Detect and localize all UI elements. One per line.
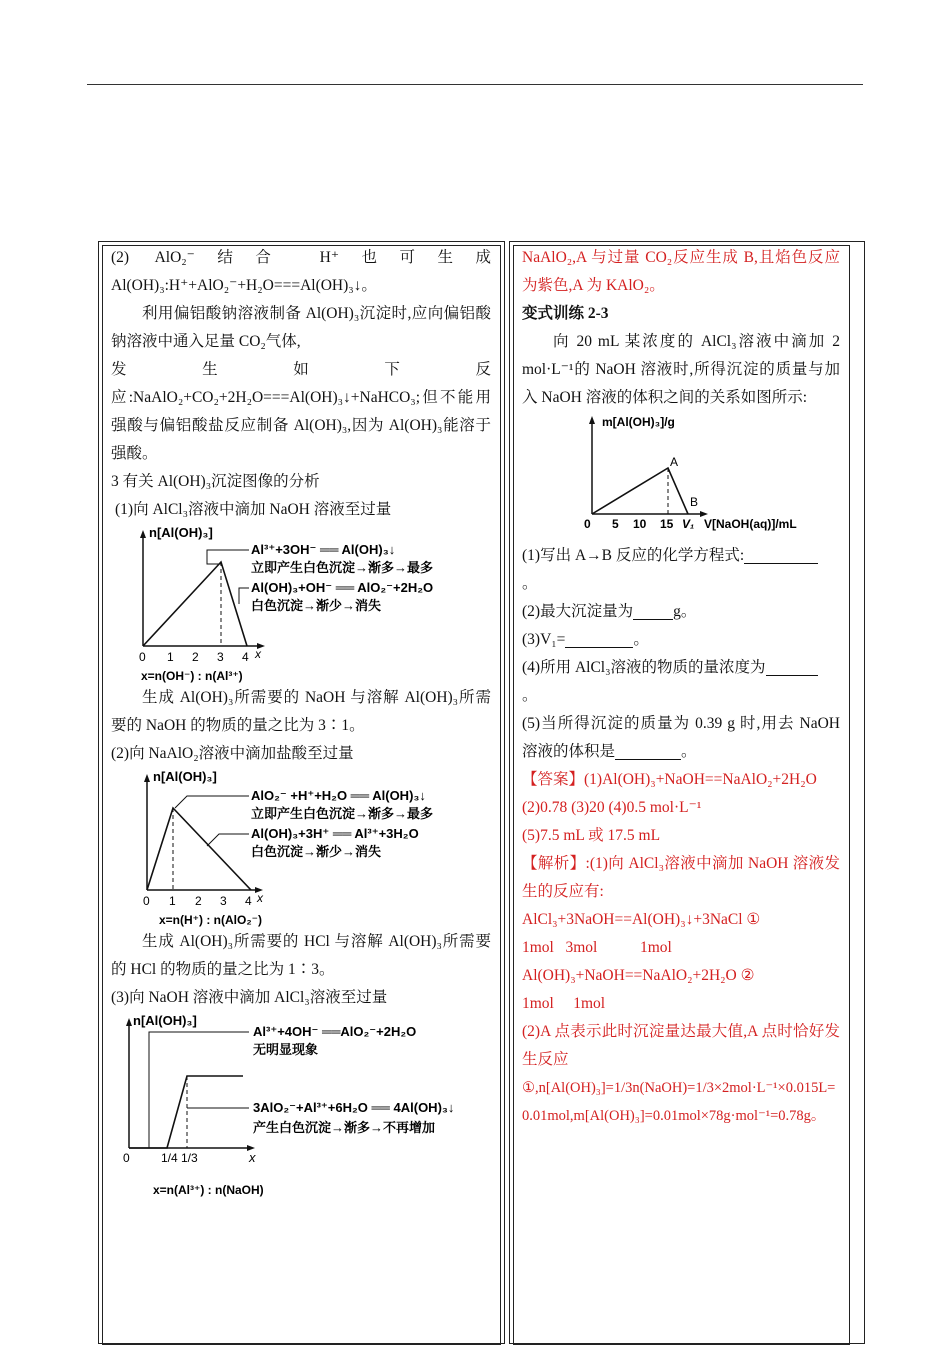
question-1: (1)写出 A→B 反应的化学方程式: 。: [522, 542, 840, 598]
case3-title: (3)向 NaOH 溶液中滴加 AlCl₃溶液至过量: [111, 989, 388, 1006]
svg-text:0: 0: [139, 650, 146, 664]
exercise-heading: 变式训练 2-3: [522, 305, 609, 322]
fig2-eq1: AlO₂⁻ +H⁺+H₂O ══ Al(OH)₃↓: [251, 788, 426, 803]
fig1-note1: 立即产生白色沉淀→渐多→最多: [251, 560, 434, 575]
fig3-note2: 产生白色沉淀→渐多→不再增加: [253, 1120, 436, 1135]
case1-conclusion: 生成 Al(OH)₃所需要的 NaOH 与溶解 Al(OH)₃所需要的 NaOH 的物质的量之比为 3∶1。: [111, 689, 491, 734]
svg-text:x: x: [255, 647, 261, 661]
explanation-point-a: (2)A 点表示此时沉淀量达最大值,A 点时恰好发生反应: [522, 1023, 840, 1068]
svg-text:x: x: [249, 1150, 256, 1165]
header-rule: [87, 84, 863, 85]
fig1-xdef: x=n(OH⁻) : n(Al³⁺): [141, 669, 243, 683]
fig2-curve: [147, 808, 251, 890]
fig1-ylabel: n[Al(OH)₃]: [149, 525, 213, 540]
svg-text:V₁: V₁: [682, 517, 695, 531]
prev-answer-tail: NaAlO₂,A 与过量 CO₂反应生成 B,且焰色反应为紫色,A 为 KAlO₂。: [522, 249, 840, 294]
fig2-note1: 立即产生白色沉淀→渐多→最多: [251, 806, 434, 821]
fig3-ylabel: n[Al(OH)₃]: [133, 1013, 197, 1028]
svg-text:4: 4: [242, 650, 249, 664]
fig3-eq1: Al³⁺+4OH⁻ ══AlO₂⁻+2H₂O: [253, 1024, 417, 1039]
svg-text:5: 5: [612, 517, 619, 531]
exercise-stem: 向 20 mL 某浓度的 AlCl₃溶液中滴加 2 mol·L⁻¹的 NaOH 溶液时,所得沉淀的质量与加入 NaOH 溶液的体积之间的关系如图所示:: [522, 333, 840, 406]
fig3-eq2: 3AlO₂⁻+Al³⁺+6H₂O ══ 4Al(OH)₃↓: [253, 1100, 455, 1115]
right-column: [522, 244, 840, 1130]
point-b-label: B: [690, 495, 699, 509]
fig1-eq2: Al(OH)₃+OH⁻ ══ AlO₂⁻+2H₂O: [251, 580, 434, 595]
explanation-eq1: AlCl₃+3NaOH==Al(OH)₃↓+3NaCl ①: [522, 911, 761, 928]
svg-text:2: 2: [192, 650, 199, 664]
svg-text:1/4: 1/4: [161, 1151, 178, 1165]
fig1-eq1: Al³⁺+3OH⁻ ══ Al(OH)₃↓: [251, 542, 396, 557]
left-column: [111, 244, 491, 1202]
fig1-curve: [143, 562, 247, 646]
question-3: (3)V₁= 。: [522, 631, 649, 648]
svg-text:15: 15: [660, 517, 674, 531]
fig4-ylabel: m[Al(OH)₃]/g: [602, 415, 675, 429]
explanation-mol1: 1mol 3mol 1mol: [522, 939, 672, 956]
section-heading: 3 有关 Al(OH)₃沉淀图像的分析: [111, 473, 320, 490]
answer-line-1: 【答案】(1)Al(OH)₃+NaOH==NaAlO₂+2H₂O: [522, 771, 817, 788]
svg-text:10: 10: [633, 517, 647, 531]
question-2: (2)最大沉淀量为 g。: [522, 603, 697, 620]
case2-conclusion: 生成 Al(OH)₃所需要的 HCl 与溶解 Al(OH)₃所需要的 HCl 的物质的量之比为 1∶3。: [111, 933, 491, 978]
answer-line-2: (2)0.78 (3)20 (4)0.5 mol·L⁻¹: [522, 799, 702, 816]
svg-text:0: 0: [143, 894, 150, 908]
svg-text:4: 4: [245, 894, 252, 908]
fig3-xdef: x=n(Al³⁺) : n(NaOH): [153, 1183, 264, 1197]
svg-text:0: 0: [123, 1151, 130, 1165]
graph-mass-vs-volume: [522, 412, 840, 542]
svg-text:2: 2: [195, 894, 202, 908]
fig2-xdef: x=n(H⁺) : n(AlO₂⁻): [159, 913, 262, 927]
fig3-curve: [129, 1076, 243, 1148]
svg-text:1/3: 1/3: [181, 1151, 198, 1165]
para-prepare-method: 利用偏铝酸钠溶液制备 Al(OH)₃沉淀时,应向偏铝酸钠溶液中通入足量 CO₂气体,: [111, 305, 491, 350]
explanation-intro: 【解析】:(1)向 AlCl₃溶液中滴加 NaOH 溶液发生的反应有:: [522, 855, 840, 900]
case2-title: (2)向 NaAlO₂溶液中滴加盐酸至过量: [111, 745, 354, 762]
svg-text:x: x: [257, 891, 263, 905]
fig2-ylabel: n[Al(OH)₃]: [153, 769, 217, 784]
graph-hcl-into-naalo2: [111, 768, 491, 928]
svg-text:3: 3: [217, 650, 224, 664]
fig3-note1: 无明显现象: [253, 1042, 319, 1057]
svg-text:0: 0: [584, 517, 591, 531]
svg-text:1: 1: [169, 894, 176, 908]
graph-alcl3-into-naoh: [111, 1012, 491, 1202]
fig1-note2: 白色沉淀→渐少→消失: [251, 598, 382, 613]
fig2-eq2: Al(OH)₃+3H⁺ ══ Al³⁺+3H₂O: [251, 826, 419, 841]
fig4-curve: [592, 468, 688, 514]
explanation-eq2: Al(OH)₃+NaOH==NaAlO₂+2H₂O ②: [522, 967, 755, 984]
explanation-calc: ①,n[Al(OH)₃]=1/3n(NaOH)=1/3×2mol·L⁻¹×0.015L=0.01mol,m[Al(OH)₃]=0.01mol×78g·mol⁻¹=0.78g。: [522, 1080, 836, 1124]
fig2-note2: 白色沉淀→渐少→消失: [251, 844, 382, 859]
point-a-label: A: [670, 455, 679, 469]
case1-title: (1)向 AlCl₃溶液中滴加 NaOH 溶液至过量: [115, 501, 392, 518]
graph-naoh-into-alcl3: [111, 524, 491, 684]
question-5: (5)当所得沉淀的质量为 0.39 g 时,用去 NaOH 溶液的体积是 。: [522, 715, 840, 760]
para-alo2-h: (2) AlO₂⁻结合 H⁺也可生成 Al(OH)₃:H⁺+AlO₂⁻+H₂O===Al(OH)₃↓。: [111, 249, 491, 294]
svg-text:1: 1: [167, 650, 174, 664]
question-4: (4)所用 AlCl₃溶液的物质的量浓度为 。: [522, 654, 840, 710]
explanation-mol2: 1mol 1mol: [522, 995, 606, 1012]
svg-text:3: 3: [220, 894, 227, 908]
para-reaction: 发生如下反应:NaAlO₂+CO₂+2H₂O===Al(OH)₃↓+NaHCO₃;但不能用强酸与偏铝酸盐反应制备 Al(OH)₃,因为 Al(OH)₃能溶于强酸。: [111, 361, 491, 462]
answer-line-3: (5)7.5 mL 或 17.5 mL: [522, 827, 661, 844]
fig4-xlabel: V[NaOH(aq)]/mL: [704, 517, 797, 531]
